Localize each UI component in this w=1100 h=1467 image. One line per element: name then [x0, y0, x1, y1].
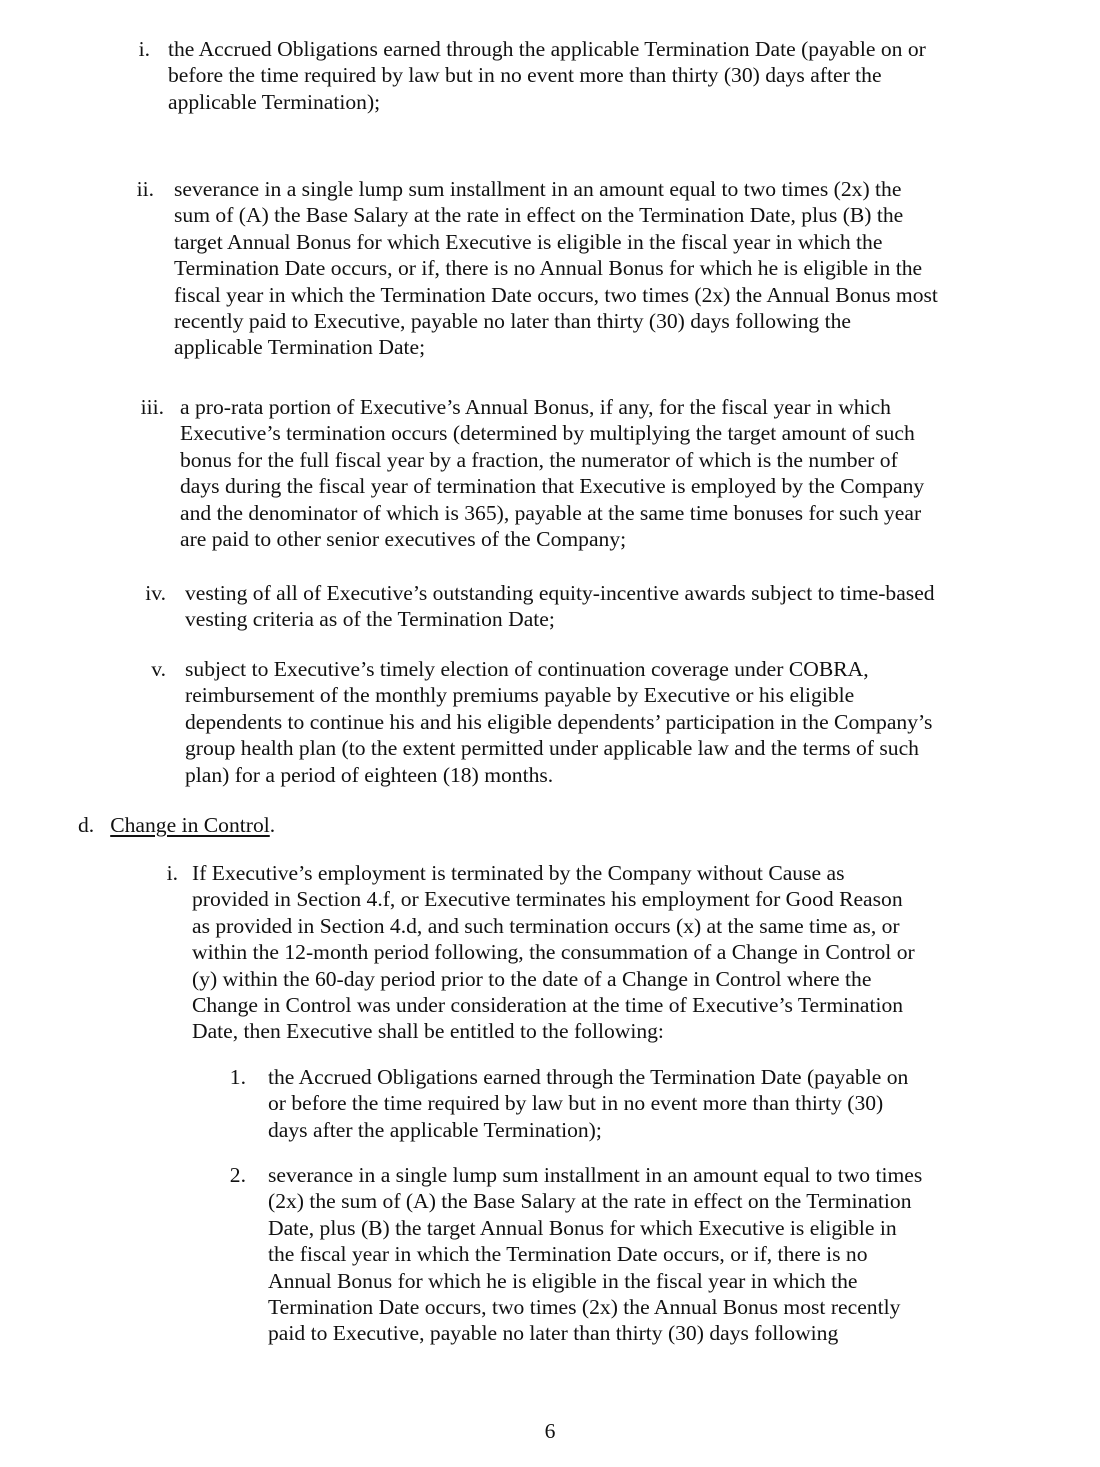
item-marker: iii.: [140, 395, 164, 419]
section-title: Change in Control: [110, 813, 270, 837]
item-marker: iv.: [145, 581, 166, 605]
section-title-suffix: .: [269, 813, 276, 837]
item-marker: ii.: [136, 177, 154, 201]
item-text: subject to Executive’s timely election of continuation coverage under COBRA, reimbursement of the monthly premiums payable by Executive or his eligible dependents to continue his and his eligible dependents’ participation in the Company’s group health plan (to the extent permitted under applicable law and the terms of such plan) for a period of eighteen (18) months.: [185, 657, 933, 787]
section-marker: d.: [78, 813, 95, 837]
section-heading: [78, 812, 275, 838]
item-text: the Accrued Obligations earned through the Termination Date (payable on or before the time required by law but in no event more than thirty (30) days after the applicable Termination);: [268, 1065, 909, 1142]
item-marker: v.: [151, 657, 166, 681]
item-marker: i.: [138, 37, 150, 61]
item-marker: 2.: [229, 1163, 246, 1187]
item-text: severance in a single lump sum installment in an amount equal to two times (2x) the sum of (A) the Base Salary at the rate in effect on the Termination Date, plus (B) the target Annual Bonus for which Executive is eligible in the fiscal year in which the Termination Date occurs, or if, there is no Annual Bonus for which he is eligible in the fiscal year in which the Termination Date occurs, two times (2x) the Annual Bonus most recently paid to Executive, payable no later than thirty (30) days following: [268, 1163, 923, 1346]
item-text: If Executive’s employment is terminated by the Company without Cause as provided in Section 4.f, or Executive terminates his employment for Good Reason as provided in Section 4.d, and such termination occurs (x) at the same time as, or within the 12-month period following, the consummation of a Change in Control or (y) within the 60-day period prior to the date of a Change in Control where the Change in Control was under consideration at the time of Executive’s Termination Date, then Executive shall be entitled to the following:: [192, 861, 915, 1044]
item-text: the Accrued Obligations earned through the applicable Termination Date (payable on or before the time required by law but in no event more than thirty (30) days after the applicable Termination);: [168, 37, 926, 114]
item-marker: 1.: [229, 1065, 246, 1089]
item-text: severance in a single lump sum installment in an amount equal to two times (2x) the sum of (A) the Base Salary at the rate in effect on the Termination Date, plus (B) the target Annual Bonus for which Executive is eligible in the fiscal year in which the Termination Date occurs, or if, there is no Annual Bonus for which he is eligible in the fiscal year in which the Termination Date occurs, two times (2x) the Annual Bonus most recently paid to Executive, payable no later than thirty (30) days following the applicable Termination Date;: [174, 177, 938, 360]
item-marker: i.: [166, 861, 178, 885]
page-number: 6: [544, 1419, 556, 1443]
item-text: vesting of all of Executive’s outstanding equity-incentive awards subject to time-based vesting criteria as of the Termination Date;: [185, 581, 935, 632]
item-text: a pro-rata portion of Executive’s Annual Bonus, if any, for the fiscal year in which Executive’s termination occurs (determined by multiplying the target amount of such bonus for the full fiscal year by a fraction, the numerator of which is the number of days during the fiscal year of termination that Executive is employed by the Company and the denominator of which is 365), payable at the same time bonuses for such year are paid to other senior executives of the Company;: [180, 395, 925, 552]
